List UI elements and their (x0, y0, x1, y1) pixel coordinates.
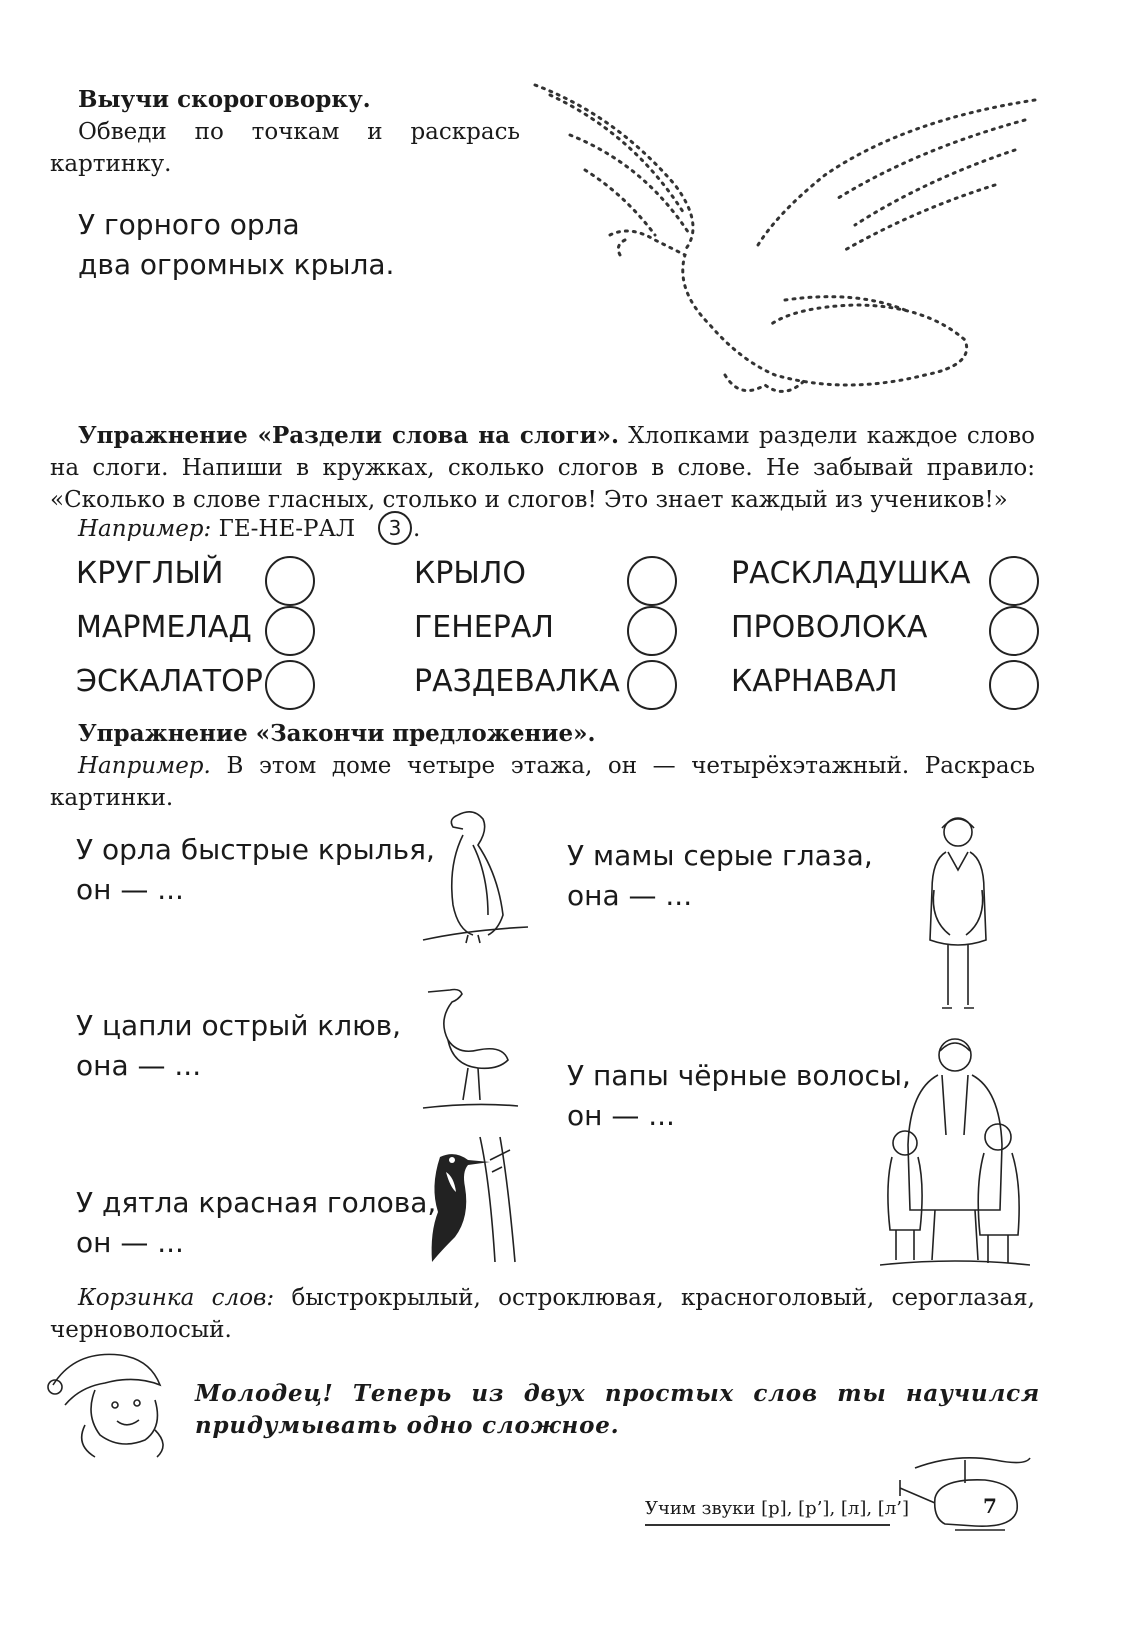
syllable-answer-circle[interactable] (627, 660, 677, 710)
example-word: ГЕ-НЕ-РАЛ (218, 516, 356, 542)
sentence-answer-stub: он — ... (567, 1099, 675, 1132)
tongue-twister-line-1: У горного орла (78, 208, 300, 241)
sentence-line: У дятла красная голова, (76, 1186, 437, 1219)
sentence-line: У папы чёрные волосы, (567, 1059, 911, 1092)
syllable-answer-circle[interactable] (627, 556, 677, 606)
tongue-twister-instruction: Обведи по точкам и раскрась картинку. (50, 119, 520, 177)
word-general: ГЕНЕРАЛ (414, 610, 554, 645)
sentence-eagle (76, 830, 435, 910)
syllables-title: Упражнение «Раздели слова на слоги». (78, 422, 620, 449)
word-provoloka: ПРОВОЛОКА (731, 610, 928, 645)
praise-message: Молодец! Теперь из двух простых слов ты научился придумывать одно сложное. (195, 1380, 1040, 1439)
sentences-example-label: Например. (78, 753, 211, 779)
footer-rule (645, 1524, 890, 1526)
example-count-circle: 3 (378, 511, 412, 545)
sentence-line: У орла быстрые крылья, (76, 833, 435, 866)
footer-title: Учим звуки [р], [р’], [л], [л’] (645, 1498, 910, 1519)
heron-illustration (418, 980, 523, 1115)
sentence-heron (76, 1006, 401, 1086)
word-basket-label: Корзинка слов: (78, 1285, 275, 1311)
syllable-answer-circle[interactable] (627, 606, 677, 656)
word-kruglyy: КРУГЛЫЙ (76, 556, 224, 591)
example-period: . (413, 516, 421, 542)
syllable-answer-circle[interactable] (989, 660, 1039, 710)
syllables-instructions (50, 420, 1035, 516)
sentences-example (50, 750, 1035, 814)
syllables-example (78, 513, 355, 545)
mother-illustration (920, 810, 995, 1020)
word-raskladushka: РАСКЛАДУШКА (731, 556, 971, 591)
sentence-answer-stub: она — ... (76, 1049, 202, 1082)
syllable-answer-circle[interactable] (265, 556, 315, 606)
word-basket (50, 1282, 1035, 1346)
sentence-line: У мамы серые глаза, (567, 839, 873, 872)
dotted-eagle-illustration (525, 75, 1045, 415)
word-razdevalka: РАЗДЕВАЛКА (414, 664, 620, 699)
word-basket-words: быстрокрылый, остроклювая, красноголовый, сероглазая, черноволосый. (50, 1285, 1035, 1343)
tongue-twister-heading: Выучи скороговорку. (78, 86, 371, 113)
sentences-title: Упражнение «Закончи предложение». (78, 720, 596, 747)
sentence-answer-stub: он — ... (76, 873, 184, 906)
syllable-answer-circle[interactable] (265, 660, 315, 710)
sentences-example-text: В этом доме четыре этажа, он — четырёхэтажный. Раскрась картинки. (50, 753, 1036, 811)
syllable-answer-circle[interactable] (989, 556, 1039, 606)
sentence-line: У цапли острый клюв, (76, 1009, 402, 1042)
syllables-text: Хлопками раздели каждое слово на слоги. Напиши в кружках, сколько слогов в слове. Не забывай правило: «Сколько в слове гласных, столько и слогов! Это знает каждый из учеников!» (50, 423, 1035, 513)
woodpecker-illustration (420, 1132, 520, 1267)
syllable-answer-circle[interactable] (989, 606, 1039, 656)
sentence-answer-stub: он — ... (76, 1226, 184, 1259)
word-krylo: КРЫЛО (414, 556, 527, 591)
example-label: Например: (78, 516, 212, 542)
sentence-woodpecker (76, 1183, 436, 1263)
tongue-twister-line-2: два огромных крыла. (78, 248, 395, 281)
sentence-mother (567, 836, 873, 916)
word-eskalator: ЭСКАЛАТОР (76, 664, 263, 699)
sentence-father (567, 1056, 911, 1136)
syllable-answer-circle[interactable] (265, 606, 315, 656)
word-karnaval: КАРНАВАЛ (731, 664, 898, 699)
sentence-answer-stub: она — ... (567, 879, 693, 912)
helicopter-icon (895, 1448, 1035, 1538)
eagle-perched-illustration (418, 805, 533, 950)
gnome-illustration (45, 1345, 180, 1460)
page-number: 7 (983, 1494, 997, 1518)
word-marmelad: МАРМЕЛАД (76, 610, 252, 645)
father-with-children-illustration (880, 1035, 1030, 1270)
